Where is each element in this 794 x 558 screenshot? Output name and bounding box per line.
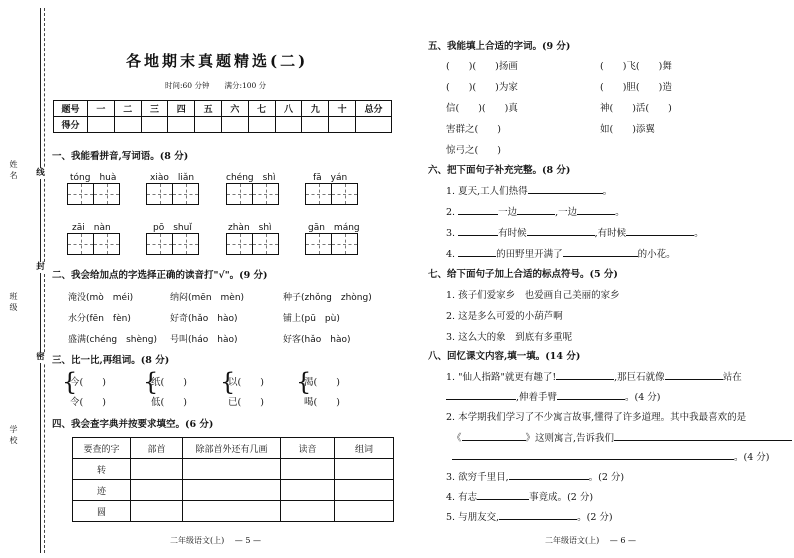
exam-meta: 时间:60 分钟 满分:100 分 — [165, 81, 267, 90]
compare-char-field[interactable]: 低( ) — [151, 397, 187, 408]
item-number: 3. — [446, 228, 456, 239]
brace-icon: { — [296, 368, 312, 396]
sentence-text: ,那巨石就像 — [614, 372, 665, 383]
pinyin-label: zhàn shì — [228, 223, 272, 233]
sentence-text: 5. 与朋友交, — [446, 512, 500, 523]
fill-word-field[interactable]: 如( )添翼 — [600, 124, 655, 135]
sentence-item — [446, 225, 704, 239]
blank-line[interactable] — [452, 450, 734, 460]
score-head-cell: 十 — [329, 101, 356, 117]
page-title: 各地期末真题精选(二) — [126, 52, 309, 70]
answer-cell[interactable] — [183, 501, 281, 522]
answer-cell[interactable] — [281, 459, 335, 480]
writing-grid[interactable] — [226, 183, 279, 205]
reading-choice[interactable]: 纳闷(mēn mèn) — [170, 293, 245, 303]
pinyin-label: gān máng — [308, 223, 360, 233]
answer-cell[interactable] — [131, 480, 183, 501]
punctuation-item[interactable]: 3. 这么大的象 到底有多重呢 — [446, 332, 573, 343]
reading-choice[interactable]: 种子(zhǒng zhòng) — [283, 293, 372, 303]
table-header-cell: 除部首外还有几画 — [183, 438, 281, 459]
sentence-text: 。(2 分) — [588, 472, 625, 483]
table-header-row — [73, 438, 394, 459]
sentence-text: 一边 — [498, 207, 518, 218]
compare-char-field[interactable]: 今( ) — [70, 377, 106, 388]
sentence-text: ,一边 — [555, 207, 578, 218]
reading-choice[interactable]: 好客(hǎo hào) — [283, 335, 351, 345]
sentence-text: 1. "仙人指路"就更有趣了! — [446, 372, 557, 383]
section-4-heading: 四、我会查字典并按要求填空。(6 分) — [52, 419, 214, 430]
blank-line[interactable] — [614, 431, 792, 441]
blank-line[interactable] — [458, 247, 496, 257]
punctuation-item[interactable]: 1. 孩子们爱家乡 也爱画自己美丽的家乡 — [446, 290, 620, 301]
writing-grid[interactable] — [226, 233, 279, 255]
blank-line[interactable] — [462, 431, 526, 441]
recall-item — [446, 369, 742, 383]
pinyin-label: xiào liǎn — [150, 173, 195, 183]
dictionary-table — [72, 437, 394, 522]
answer-cell[interactable] — [281, 501, 335, 522]
page-footer-left: 二年级语文(上) — 5 — — [170, 536, 261, 545]
table-row — [73, 480, 394, 501]
score-input-cell[interactable] — [168, 117, 195, 133]
reading-choice[interactable]: 盛满(chéng shèng) — [68, 335, 157, 345]
blank-line[interactable] — [446, 390, 516, 400]
pinyin-label: tóng huà — [70, 173, 117, 183]
score-head-cell: 八 — [275, 101, 302, 117]
sentence-text: 。(4 分) — [734, 452, 770, 463]
sentence-text: 3. 欲穷千里目, — [446, 472, 509, 483]
blank-line[interactable] — [665, 370, 723, 380]
sentence-item — [446, 183, 612, 197]
answer-cell[interactable] — [335, 459, 394, 480]
section-7-heading: 七、给下面句子加上合适的标点符号。(5 分) — [428, 269, 618, 280]
pinyin-label: chéng shì — [226, 173, 276, 183]
score-label-cell: 得分 — [54, 117, 88, 133]
reading-choice[interactable]: 水分(fēn fèn) — [68, 314, 131, 324]
sentence-text: 有时候 — [498, 228, 527, 239]
blank-line[interactable] — [528, 184, 603, 194]
brace-icon: { — [143, 368, 159, 396]
section-2-heading: 二、我会给加点的字选择正确的读音打"√"。(9 分) — [52, 270, 268, 281]
compare-char-field[interactable]: 以( ) — [228, 377, 264, 388]
blank-line[interactable] — [477, 490, 529, 500]
answer-cell[interactable] — [335, 501, 394, 522]
sentence-text: ,伸着手臂 — [516, 392, 558, 403]
compare-char-field[interactable]: 已( ) — [228, 397, 264, 408]
score-input-cell[interactable] — [302, 117, 329, 133]
writing-grid[interactable] — [67, 183, 120, 205]
table-row — [73, 459, 394, 480]
score-input-cell[interactable] — [248, 117, 275, 133]
blank-line[interactable] — [499, 510, 577, 520]
compare-char-field[interactable]: 令( ) — [70, 397, 106, 408]
writing-grid[interactable] — [305, 233, 358, 255]
seal-char-line: 线 — [36, 168, 45, 178]
sentence-item — [446, 204, 625, 218]
blank-line[interactable] — [527, 226, 595, 236]
score-head-cell: 六 — [221, 101, 248, 117]
fill-word-field[interactable]: ( )飞( )舞 — [600, 61, 672, 72]
name-label: 姓名 — [9, 160, 18, 182]
compare-char-field[interactable]: 纸( ) — [151, 377, 187, 388]
writing-grid[interactable] — [146, 233, 199, 255]
score-input-cell[interactable] — [114, 117, 141, 133]
sentence-text: 《 — [452, 433, 462, 444]
score-table-score-row — [54, 117, 392, 133]
fill-word-field[interactable]: 神( )活( ) — [600, 103, 672, 114]
sentence-text: 。(2 分) — [577, 512, 613, 523]
score-table-header-row — [54, 101, 392, 117]
section-6-heading: 六、把下面句子补充完整。(8 分) — [428, 165, 571, 176]
sentence-text: 的小花。 — [637, 249, 676, 260]
page-footer-right: 二年级语文(上) — 6 — — [545, 536, 636, 545]
brace-icon: { — [62, 368, 78, 396]
answer-cell[interactable] — [281, 480, 335, 501]
recall-item — [446, 389, 661, 403]
table-header-cell: 读音 — [281, 438, 335, 459]
lookup-char: 圆 — [73, 501, 131, 522]
item-number: 2. — [446, 207, 456, 218]
section-8-heading: 八、回忆课文内容,填一填。(14 分) — [428, 351, 581, 362]
sentence-text: 4. 有志 — [446, 492, 478, 503]
seal-char-secret: 密 — [36, 352, 45, 362]
score-head-cell: 九 — [302, 101, 329, 117]
blank-line[interactable] — [557, 390, 625, 400]
score-head-cell: 四 — [168, 101, 195, 117]
pinyin-label: zāi nàn — [72, 223, 111, 233]
fill-word-field[interactable]: ( )胆( )造 — [600, 82, 672, 93]
pinyin-label: pō shuǐ — [153, 223, 192, 233]
score-input-cell[interactable] — [195, 117, 222, 133]
blank-line[interactable] — [626, 226, 694, 236]
blank-line[interactable] — [458, 205, 498, 215]
sentence-text: 事竟成。(2 分) — [529, 492, 594, 503]
item-number: 4. — [446, 249, 456, 260]
fill-word-field[interactable]: 害群之( ) — [446, 124, 501, 135]
score-input-cell[interactable] — [356, 117, 392, 133]
reading-choice[interactable]: 好奇(hǎo hào) — [170, 314, 238, 324]
item-number: 1. — [446, 186, 456, 197]
fill-word-field[interactable]: 信( )( )真 — [446, 103, 518, 114]
recall-item — [446, 469, 624, 483]
table-header-cell: 部首 — [131, 438, 183, 459]
recall-item — [452, 449, 769, 463]
fill-word-field[interactable]: ( )( )为家 — [446, 82, 518, 93]
reading-choice[interactable]: 淹没(mò méi) — [68, 293, 134, 303]
blank-line[interactable] — [458, 226, 498, 236]
seal-char-seal: 封 — [36, 262, 45, 272]
sentence-text: 站在 — [722, 372, 742, 383]
recall-item — [452, 430, 792, 444]
table-header-cell: 要查的字 — [73, 438, 131, 459]
fill-word-field[interactable]: 惊弓之( ) — [446, 145, 501, 156]
sentence-text: 。 — [602, 186, 613, 197]
class-label: 班级 — [9, 292, 18, 314]
reading-choice[interactable]: 铺上(pū pù) — [283, 314, 340, 324]
blank-line[interactable] — [556, 370, 614, 380]
section-5-heading: 五、我能填上合适的字词。(9 分) — [428, 41, 571, 52]
score-input-cell[interactable] — [141, 117, 168, 133]
blank-line[interactable] — [577, 205, 615, 215]
score-input-cell[interactable] — [88, 117, 115, 133]
score-table — [53, 100, 392, 133]
sentence-text: 的田野里开满了 — [496, 249, 563, 260]
sentence-text: 》这则寓言,告诉我们 — [525, 433, 615, 444]
score-head-cell: 总分 — [356, 101, 392, 117]
score-head-cell: 二 — [114, 101, 141, 117]
answer-cell[interactable] — [183, 480, 281, 501]
table-header-cell: 组词 — [335, 438, 394, 459]
answer-cell[interactable] — [335, 480, 394, 501]
blank-line[interactable] — [509, 470, 589, 480]
sentence-text: 。 — [694, 228, 704, 239]
writing-grid[interactable] — [146, 183, 199, 205]
section-1-heading: 一、我能看拼音,写词语。(8 分) — [52, 151, 189, 162]
reading-choice[interactable]: 号叫(háo hào) — [170, 335, 238, 345]
fill-word-field[interactable]: ( )( )扬画 — [446, 61, 518, 72]
score-input-cell[interactable] — [329, 117, 356, 133]
score-head-cell: 三 — [141, 101, 168, 117]
score-input-cell[interactable] — [275, 117, 302, 133]
answer-cell[interactable] — [183, 459, 281, 480]
compare-char-field[interactable]: 喝( ) — [304, 397, 340, 408]
sentence-text: 。 — [615, 207, 625, 218]
sentence-text: 。(4 分) — [625, 392, 661, 403]
table-row — [73, 501, 394, 522]
score-head-cell: 题号 — [54, 101, 88, 117]
recall-item — [446, 509, 613, 523]
score-head-cell: 一 — [88, 101, 115, 117]
score-head-cell: 五 — [195, 101, 222, 117]
binding-cut-line — [44, 8, 45, 553]
sentence-text: ,有时候 — [594, 228, 627, 239]
pinyin-label: fā yán — [313, 173, 348, 183]
sentence-text: 夏天,工人们热得 — [458, 186, 528, 197]
brace-icon: { — [220, 368, 236, 396]
answer-cell[interactable] — [131, 459, 183, 480]
writing-grid[interactable] — [67, 233, 120, 255]
blank-line[interactable] — [517, 205, 555, 215]
section-3-heading: 三、比一比,再组词。(8 分) — [52, 355, 170, 366]
writing-grid[interactable] — [305, 183, 358, 205]
score-input-cell[interactable] — [221, 117, 248, 133]
school-label: 学校 — [9, 425, 18, 447]
sentence-item — [446, 246, 676, 260]
compare-char-field[interactable]: 渴( ) — [304, 377, 340, 388]
binding-border — [40, 8, 41, 553]
score-head-cell: 七 — [248, 101, 275, 117]
lookup-char: 迹 — [73, 480, 131, 501]
recall-item: 2. 本学期我们学习了不少寓言故事,懂得了许多道理。其中我最喜欢的是 — [446, 412, 747, 423]
punctuation-item[interactable]: 2. 这是多么可爱的小葫芦啊 — [446, 311, 563, 322]
answer-cell[interactable] — [131, 501, 183, 522]
lookup-char: 转 — [73, 459, 131, 480]
blank-line[interactable] — [563, 247, 638, 257]
recall-item — [446, 489, 593, 503]
